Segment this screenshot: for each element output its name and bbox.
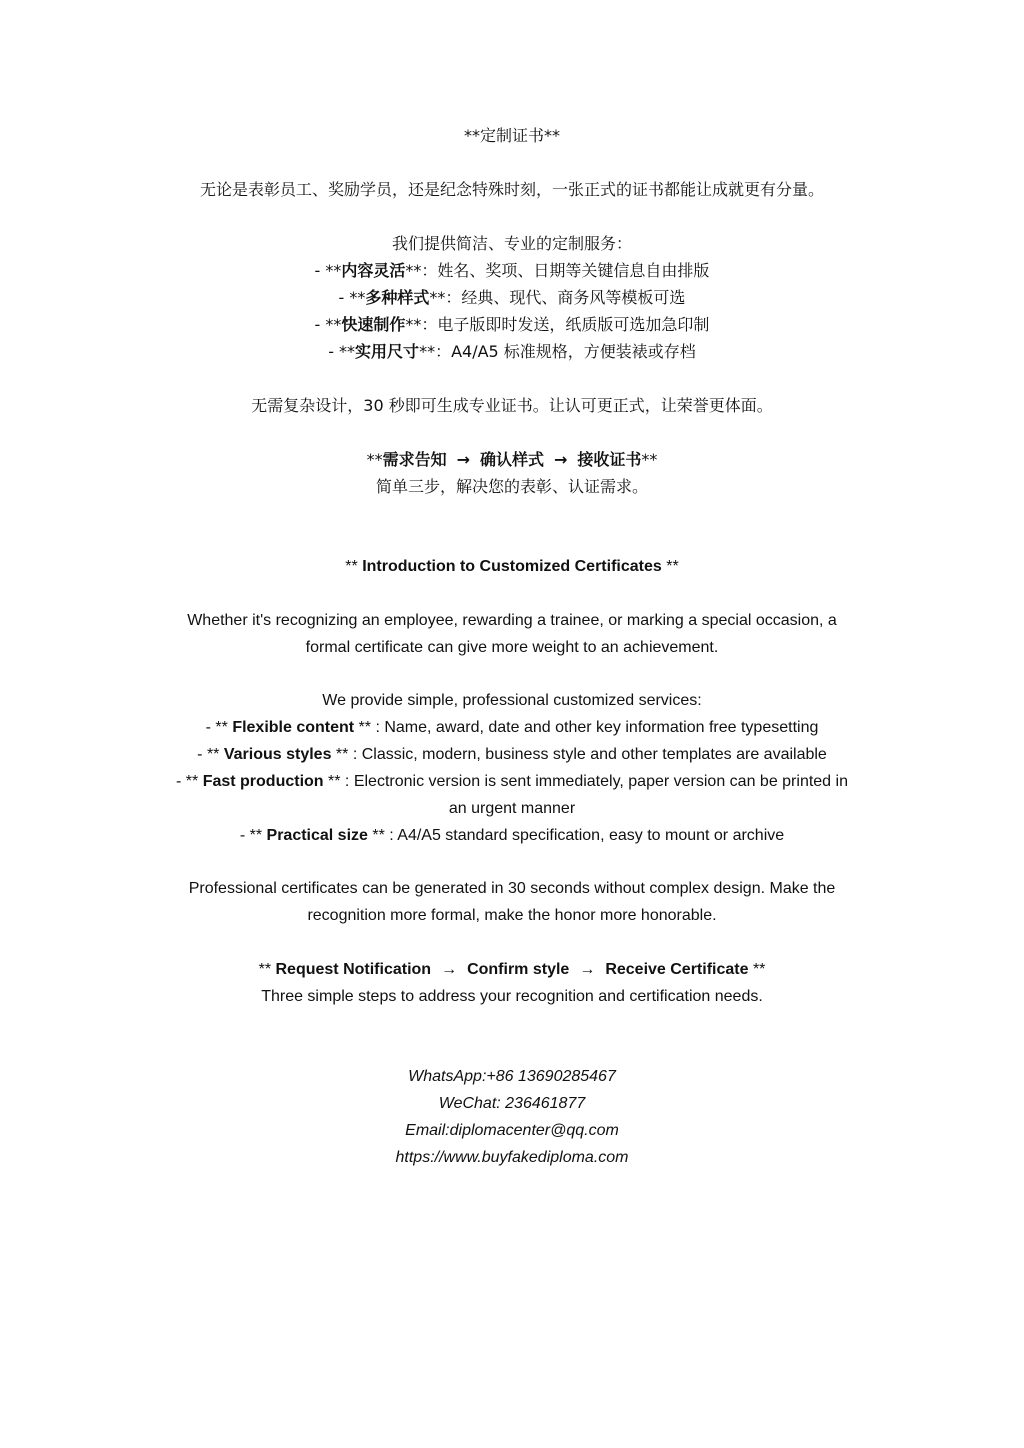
en-steps: ** Request Notification → Confirm style → Receive Certificate ** — [0, 956, 1024, 983]
en-no-design-line: recognition more formal, make the honor more honorable. — [307, 907, 717, 924]
cn-steps-note: 简单三步，解决您的表彰、认证需求。 — [375, 477, 648, 496]
arrow-right-icon: → — [579, 961, 596, 978]
cn-intro: 无论是表彰员工、奖励学员，还是纪念特殊时刻，一张正式的证书都能让成就更有分量。 — [199, 180, 824, 199]
cn-list-item: - **实用尺寸**：A4/A5 标准规格，方便装裱或存档 — [328, 342, 696, 361]
contact-wechat: WeChat: 236461877 — [438, 1095, 586, 1112]
en-no-design-line: Professional certificates can be generated in 30 seconds without complex design. Make the — [188, 880, 836, 897]
arrow-right-icon: → — [554, 450, 568, 469]
en-steps-note: Three simple steps to address your recognition and certification needs. — [261, 988, 763, 1005]
en-title: ** Introduction to Customized Certificates ** — [345, 558, 679, 575]
en-list-item-continuation: an urgent manner — [448, 800, 576, 817]
contact-email: Email:diplomacenter@qq.com — [405, 1122, 619, 1139]
en-intro-line: formal certificate can give more weight to an achievement. — [305, 639, 719, 656]
en-list-item: - ** Various styles ** : Classic, modern, business style and other templates are available — [197, 746, 827, 763]
en-list-item: - ** Flexible content ** : Name, award, date and other key information free typesetting — [205, 719, 819, 736]
cn-title: **定制证书** — [463, 126, 560, 145]
en-services-heading: We provide simple, professional customized services: — [322, 692, 702, 709]
cn-steps: **需求告知 → 确认样式 → 接收证书** — [0, 446, 1024, 473]
arrow-right-icon: → — [441, 961, 458, 978]
cn-no-design: 无需复杂设计，30 秒即可生成专业证书。让认可更正式，让荣誉更体面。 — [251, 396, 773, 415]
en-intro-line: Whether it's recognizing an employee, rewarding a trainee, or marking a special occasion, a — [187, 612, 837, 629]
contact-website: https://www.buyfakediploma.com — [395, 1149, 629, 1166]
cn-list-item: - **快速制作**：电子版即时发送，纸质版可选加急印制 — [314, 315, 710, 334]
cn-list-item: - **内容灵活**：姓名、奖项、日期等关键信息自由排版 — [314, 261, 710, 280]
cn-list-item: - **多种样式**：经典、现代、商务风等模板可选 — [338, 288, 686, 307]
en-list-item: - ** Practical size ** : A4/A5 standard specification, easy to mount or archive — [239, 827, 785, 844]
arrow-right-icon: → — [456, 450, 470, 469]
en-list-item: - ** Fast production ** : Electronic version is sent immediately, paper version can be printed in — [176, 773, 848, 790]
cn-services-heading: 我们提供简洁、专业的定制服务： — [391, 234, 632, 253]
contact-whatsapp: WhatsApp:+86 13690285467 — [408, 1068, 616, 1085]
